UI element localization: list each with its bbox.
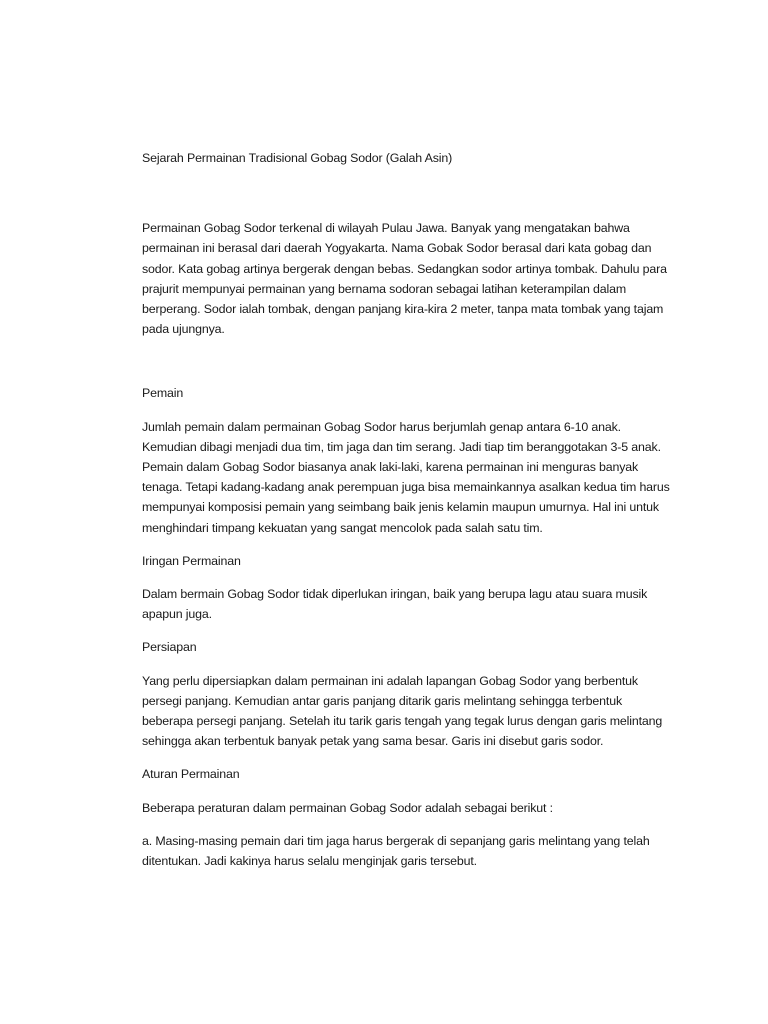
iringan-paragraph: Dalam bermain Gobag Sodor tidak diperlukan iringan, baik yang berupa lagu atau suara musik apapun juga. <box>142 587 648 622</box>
section-heading-pemain: Pemain <box>142 386 184 401</box>
persiapan-paragraph: Yang perlu dipersiapkan dalam permainan ini adalah lapangan Gobag Sodor yang berbentuk persegi panjang. Kemudian antar garis panjang ditarik garis melintang sehingga terbentuk beberapa persegi panjang. Setelah itu tarik garis tengah yang tegak lurus dengan garis melintang sehingga akan terbentuk banyak petak yang sama besar. Garis ini disebut garis sodor. <box>142 673 663 749</box>
intro-paragraph: Permainan Gobag Sodor terkenal di wilayah Pulau Jawa. Banyak yang mengatakan bahwa permainan ini berasal dari daerah Yogyakarta. Nama Gobak Sodor berasal dari kata gobag dan sodor. Kata gobag artinya bergerak dengan bebas. Sedangkan sodor artinya tombak. Dahulu para prajurit mempunyai permainan yang bernama sodoran sebagai latihan keterampilan dalam berperang. Sodor ialah tombak, dengan panjang kira-kira 2 meter, tanpa mata tombak yang tajam pada ujungnya. <box>142 221 667 337</box>
pemain-paragraph: Jumlah pemain dalam permainan Gobag Sodor harus berjumlah genap antara 6-10 anak. Kemudian dibagi menjadi dua tim, tim jaga dan tim serang. Jadi tiap tim beranggotakan 3-5 anak. Pemain dalam Gobag Sodor biasanya anak laki-laki, karena permainan ini menguras banyak tenaga. Tetapi kadang-kadang anak perempuan juga bisa memainkannya asalkan kedua tim harus mempunyai komposisi pemain yang seimbang baik jenis kelamin maupun umurnya. Hal ini untuk menghindari timpang kekuatan yang sangat mencolok pada salah satu tim. <box>142 419 670 535</box>
section-heading-iringan: Iringan Permainan <box>142 553 241 568</box>
document-title: Sejarah Permainan Tradisional Gobag Sodor (Galah Asin) <box>142 151 453 165</box>
section-heading-aturan: Aturan Permainan <box>142 767 240 782</box>
section-heading-persiapan: Persiapan <box>142 640 197 655</box>
document-page <box>142 148 672 871</box>
aturan-rule-a-paragraph: a. Masing-masing pemain dari tim jaga harus bergerak di sepanjang garis melintang yang telah ditentukan. Jadi kakinya harus selalu menginjak garis tersebut. <box>142 833 650 869</box>
aturan-intro-paragraph: Beberapa peraturan dalam permainan Gobag Sodor adalah sebagai berikut : <box>142 800 553 815</box>
